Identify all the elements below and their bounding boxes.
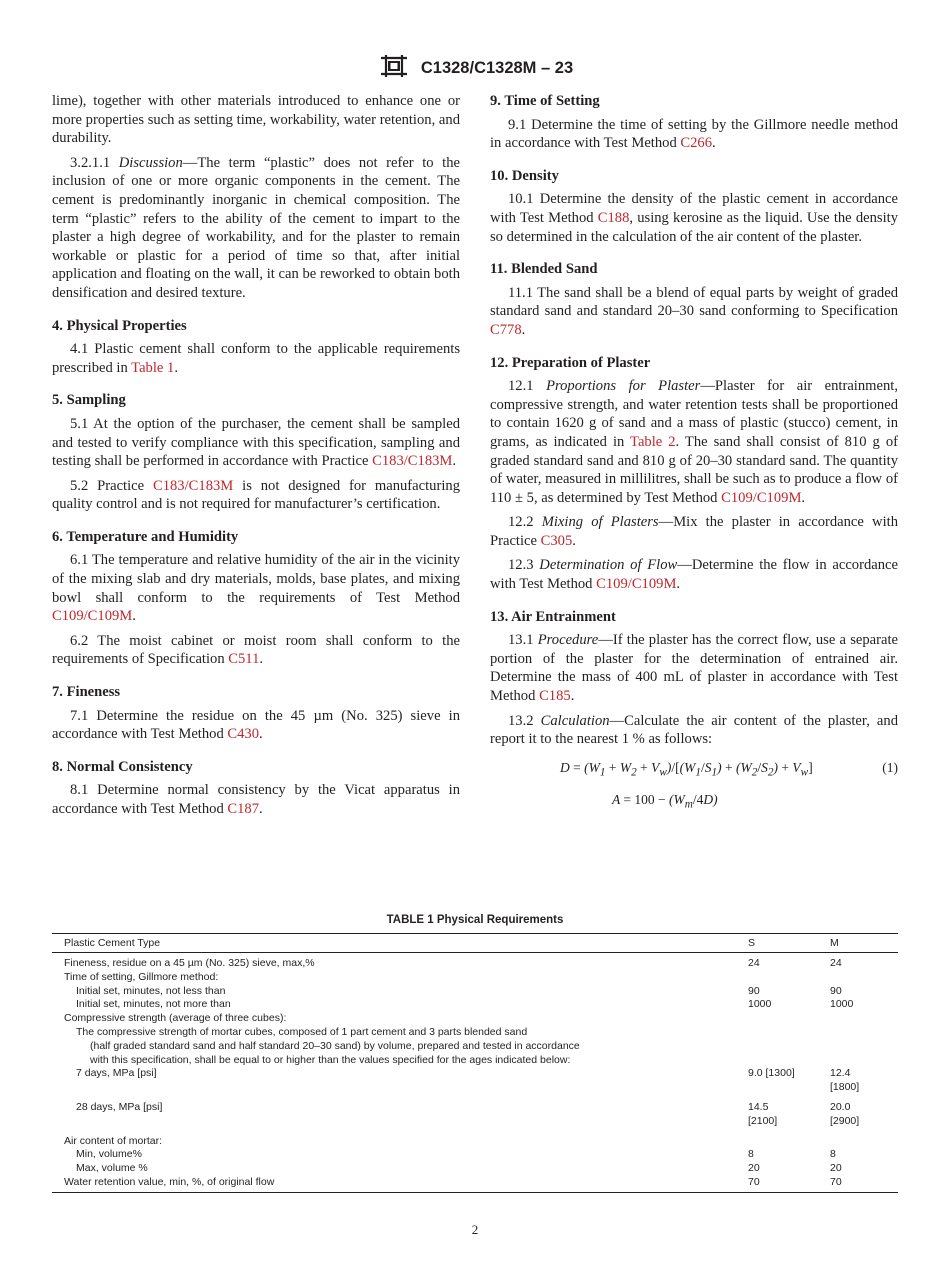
table-row: Time of setting, Gillmore method:	[64, 970, 219, 983]
c187-link[interactable]: C187	[227, 801, 260, 817]
page-number: 2	[471, 1222, 479, 1237]
equation-1	[490, 755, 898, 817]
physical-requirements-table	[52, 933, 898, 1193]
table-header-row	[52, 934, 898, 953]
document-designation: C1328/C1328M – 23	[420, 59, 574, 77]
table-row: Compressive strength (average of three cubes):	[64, 1012, 287, 1025]
section-9-heading: 9. Time of Setting	[490, 93, 600, 109]
paragraph-5-1: 5.1 At the option of the purchaser, the cement shall be sampled and tested to verify compliance with this specification, sampling and testing shall be performed in accordance with Practice C183/C183M.	[52, 415, 460, 470]
paragraph-5-2: 5.2 Practice C183/C183M is not designed for manufacturing quality control and is not required for manufacturer’s certification.	[52, 477, 460, 513]
paragraph-6-2: 6.2 The moist cabinet or moist room shall conform to the requirements of Specification C511.	[52, 632, 460, 668]
column-header: Plastic Cement Type	[52, 934, 748, 953]
section-6-heading: 6. Temperature and Humidity	[52, 528, 239, 545]
paragraph-9-1: 9.1 Determine the time of setting by the Gillmore needle method in accordance with Test Method C266.	[490, 116, 898, 152]
section-10-heading: 10. Density	[490, 167, 559, 184]
table-row: 7 days, MPa [psi] 9.0 [1300] 12.4 [1800]	[76, 1067, 860, 1094]
c511-link[interactable]: C511	[228, 651, 260, 668]
paragraph-13-1: 13.1 Procedure—If the plaster has the correct flow, use a separate portion of the plaster for the determination of entrained air. Determine the mass of 400 mL of plaster in accordance with Test Method C185.	[490, 632, 898, 705]
c430-link[interactable]: C430	[227, 726, 260, 743]
c778-link[interactable]: C778	[490, 321, 522, 338]
table-row: Water retention value, min, %, of original flow 70 70	[52, 1176, 898, 1192]
table-2-link[interactable]: Table 2	[630, 433, 676, 450]
table-row: Min, volume% 8 8	[76, 1148, 836, 1161]
equation-1-d: $D = (W_1 + W_2 + V_w)/[(W_1/S_1) + (W_2/S_2) + V_w]$	[560, 759, 813, 779]
table-row: Max, volume % 20 20	[76, 1162, 842, 1175]
c109-link[interactable]: C109/C109M	[52, 608, 133, 625]
paragraph-12-3: 12.3 Determination of Flow—Determine the flow in accordance with Test Method C109/C109M.	[490, 557, 898, 593]
c183-link[interactable]: C183/C183M	[152, 477, 234, 494]
paragraph-6-1: 6.1 The temperature and relative humidity of the air in the vicinity of the mixing slab and dry materials, molds, base plates, and mixing bowl shall conform to the requirements of Test Method C109/C109M.	[52, 552, 460, 625]
table-row: Air content of mortar:	[64, 1134, 163, 1147]
c305-link[interactable]: C305	[540, 532, 573, 549]
table-row: Initial set, minutes, not less than 90 90	[76, 984, 842, 997]
table-row: 28 days, MPa [psi] 14.5 [2100] 20.0 [2900]	[76, 1100, 860, 1127]
table-row: (half graded standard sand and half standard 20–30 sand) by volume, prepared and tested in accordance	[90, 1039, 580, 1052]
paragraph-13-2: 13.2 Calculation—Calculate the air content of the plaster, and report it to the nearest 1 % as follows:	[490, 712, 898, 748]
paragraph-8-1: 8.1 Determine normal consistency by the Vicat apparatus in accordance with Test Method C187.	[52, 782, 460, 817]
table-1-link[interactable]: Table 1	[131, 359, 175, 376]
c185-link[interactable]: C185	[539, 688, 571, 705]
table-row: Fineness, residue on a 45 µm (No. 325) sieve, max,% 24 24	[64, 957, 842, 969]
table-row: Initial set, minutes, not more than 1000 1000	[76, 998, 854, 1011]
c183-link[interactable]: C183/C183M	[372, 453, 453, 470]
column-header: M	[830, 934, 898, 953]
section-8-heading: 8. Normal Consistency	[52, 758, 193, 775]
section-12-heading: 12. Preparation of Plaster	[490, 354, 651, 371]
section-5-heading: 5. Sampling	[52, 392, 126, 409]
table-caption: TABLE 1 Physical Requirements	[386, 914, 564, 926]
c109-link[interactable]: C109/C109M	[596, 576, 677, 593]
section-7-heading: 7. Fineness	[52, 684, 121, 701]
paragraph-3-2-1-continued: lime), together with other materials introduced to enhance one or more properties such as setting time, workability, water retention, and durability.	[52, 93, 460, 147]
table-row: The compressive strength of mortar cubes, composed of 1 part cement and 3 parts blended sand	[76, 1025, 528, 1038]
column-header: S	[748, 934, 830, 953]
section-4-heading: 4. Physical Properties	[52, 317, 187, 334]
paragraph-3-2-1-1: 3.2.1.1 Discussion—The term “plastic” does not refer to the inclusion of one or more organic components in the cement. The cement is predominantly inorganic in chemical composition. The term “plastic” refers to the ability of the cement to impart to the plaster a high degree of workability, and for the plaster to remain workable or plastic for a period of time so that, after initial application and floating on the wall, it can be reworked to obtain both densification and desired texture.	[52, 154, 460, 301]
section-11-heading: 11. Blended Sand	[490, 261, 598, 278]
right-column	[490, 92, 898, 817]
paragraph-11-1: 11.1 The sand shall be a blend of equal parts by weight of graded standard sand and standard 20–30 sand conforming to Specification C778.	[490, 284, 898, 338]
paragraph-10-1: 10.1 Determine the density of the plastic cement in accordance with Test Method C188, using kerosine as the liquid. Use the density so determined in the calculation of the air content of the plaster.	[490, 191, 898, 245]
term-discussion: Discussion	[118, 154, 183, 171]
left-column	[52, 92, 460, 825]
paragraph-4-1: 4.1 Plastic cement shall conform to the applicable requirements prescribed in Table 1.	[52, 341, 460, 376]
c266-link[interactable]: C266	[680, 135, 713, 152]
section-13-heading: 13. Air Entrainment	[490, 608, 616, 625]
equation-1-a: $A = 100 - (W_m/4D)$	[612, 791, 718, 811]
c109-link[interactable]: C109/C109M	[721, 489, 802, 506]
table-1	[52, 914, 898, 1193]
astm-logo-icon	[377, 52, 411, 85]
c188-link[interactable]: C188	[597, 209, 630, 226]
equation-number: (1)	[882, 759, 898, 775]
paragraph-12-2: 12.2 Mixing of Plasters—Mix the plaster in accordance with Practice C305.	[490, 514, 898, 549]
table-row: with this specification, shall be equal to or higher than the values specified for the ages indicated below:	[90, 1053, 571, 1066]
paragraph-7-1: 7.1 Determine the residue on the 45 µm (No. 325) sieve in accordance with Test Method C430.	[52, 707, 460, 743]
paragraph-12-1: 12.1 Proportions for Plaster—Plaster for air entrainment, compressive strength, and water retention tests shall be proportioned to contain 1620 g of sand and a mass of plastic (stucco) cement, in grams, as indicated in Table 2. The sand shall consist of 810 g of graded standard sand and 810 g of 20–30 standard sand. The quantity of water, measured in millilitres, shall be such as to produce a flow of 110 ± 5, as determined by Test Method C109/C109M.	[490, 378, 898, 506]
page-header	[0, 52, 950, 85]
